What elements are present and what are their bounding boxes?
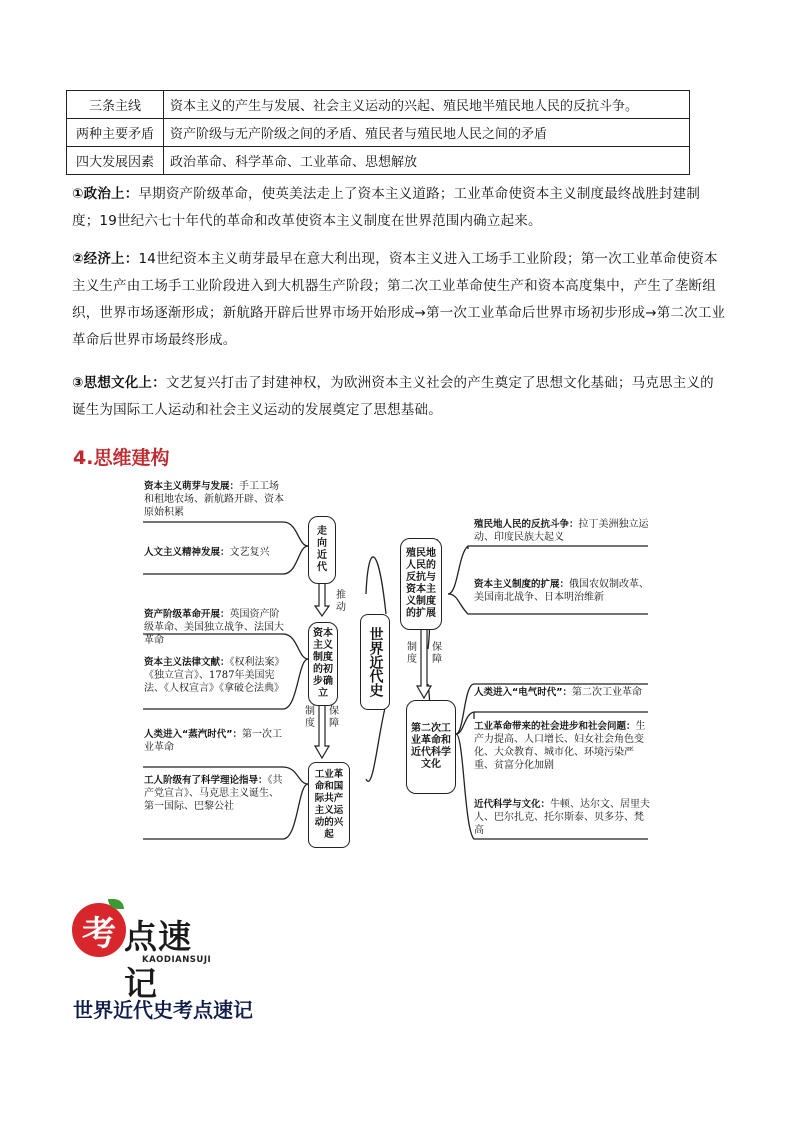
logo-text: 点速记	[124, 917, 192, 1003]
page-title: 世界近代史考点速记	[73, 998, 253, 1022]
leaf-left-5: 人类进入“蒸汽时代”：第一次工业革命	[144, 729, 282, 753]
mind-map	[138, 474, 658, 854]
point-label: ①政治上：	[72, 186, 139, 202]
node-ziben: 资本主义制度的初步确立	[308, 622, 338, 706]
node-gongye: 工业革命和国际共产主义运动的兴起	[308, 762, 350, 848]
logo-subtitle: KAODIANSUJI	[142, 955, 212, 965]
point-culture	[72, 370, 726, 424]
point-label: ③思想文化上：	[72, 375, 166, 391]
table-value: 资产阶级与无产阶级之间的矛盾、殖民者与殖民地人民之间的矛盾	[164, 119, 690, 147]
leaf-left-4: 资本主义法律文献：《权利法案》《独立宣言》、1787年美国宪法、《人权宣言》《拿破仑法典》	[144, 657, 285, 694]
table-key: 三条主线	[67, 91, 164, 119]
table-value: 政治革命、科学革命、工业革命、思想解放	[164, 147, 690, 175]
point-economy	[72, 246, 726, 354]
table-row	[67, 119, 690, 147]
table-value: 资本主义的产生与发展、社会主义运动的兴起、殖民地半殖民地人民的反抗斗争。	[164, 91, 690, 119]
point-text: 早期资产阶级革命，使英美法走上了资本主义道路；工业革命使资本主义制度最终战胜封建制度；19世纪六七十年代的革命和改革使资本主义制度在世界范围内确立起来。	[72, 186, 701, 229]
table-row	[67, 91, 690, 119]
point-politics	[72, 181, 726, 235]
section-heading: 4.思维建构	[73, 447, 170, 469]
point-text: 14世纪资本主义萌芽最早在意大利出现，资本主义进入工场手工业阶段；第一次工业革命使资本主义生产由工场手工业阶段进入到大机器生产阶段；第二次工业革命使生产和资本高度集中，产生了垄断组织，世界市场逐渐形成；新航路开辟后世界市场开始形成→第一次工业革命后世界市场初步形成→第二次工业革命后世界市场最终形成。	[72, 251, 726, 348]
table-row	[67, 147, 690, 175]
arrow-label-baozhang: 保障	[432, 642, 442, 665]
node-zhimin: 殖民地人民的反抗与资本主义制度的扩展	[400, 538, 442, 630]
table-key: 两种主要矛盾	[67, 119, 164, 147]
arrow-label-tuidong: 推动	[336, 590, 346, 613]
leaf-right-5: 近代科学与文化：牛顿、达尔文、居里夫人、巴尔扎克、托尔斯泰、贝多芬、梵高	[474, 799, 651, 836]
node-dierci: 第二次工业革命和近代科学文化	[406, 700, 456, 794]
arrow-label-zhidu: 制度	[305, 706, 315, 729]
summary-table	[66, 90, 690, 175]
node-zouxiang: 走向近代	[308, 516, 336, 584]
leaf-left-2: 人文主义精神发展：文艺复兴	[144, 547, 270, 558]
leaf-right-4: 工业革命带来的社会进步和社会问题：生产力提高、人口增长、妇女社会角色变化、大众教育、城市化、环境污染严重、贫富分化加剧	[474, 721, 646, 771]
leaf-left-1: 资本主义萌芽与发展：手工工场和租地农场、新航路开辟、资本原始积累	[144, 481, 284, 518]
leaf-right-3: 人类进入“电气时代”：第二次工业革命	[474, 687, 642, 698]
leaf-right-2: 资本主义制度的扩展：俄国农奴制改革、美国南北战争、日本明治维新	[474, 579, 650, 603]
arrow-label-baozhang: 保障	[329, 706, 339, 729]
leaf-left-3: 资产阶级革命开展：英国资产阶级革命、美国独立战争、法国大革命	[144, 609, 284, 646]
arrow-label-zhidu: 制度	[407, 642, 417, 665]
point-label: ②经济上：	[72, 251, 139, 267]
kaodian-logo	[72, 903, 222, 1003]
leaf-right-1: 殖民地人民的反抗斗争：拉丁美洲独立运动、印度民族大起义	[474, 519, 649, 543]
point-text: 文艺复兴打击了封建神权，为欧洲资本主义社会的产生奠定了思想文化基础；马克思主义的诞生为国际工人运动和社会主义运动的发展奠定了思想基础。	[72, 375, 714, 418]
logo-badge: 考	[72, 903, 126, 957]
leaf-left-6: 工人阶级有了科学理论指导：《共产党宣言》、马克思主义诞生、第一国际、巴黎公社	[144, 775, 283, 812]
table-key: 四大发展因素	[67, 147, 164, 175]
mind-map-center: 世界近代史	[360, 614, 390, 710]
